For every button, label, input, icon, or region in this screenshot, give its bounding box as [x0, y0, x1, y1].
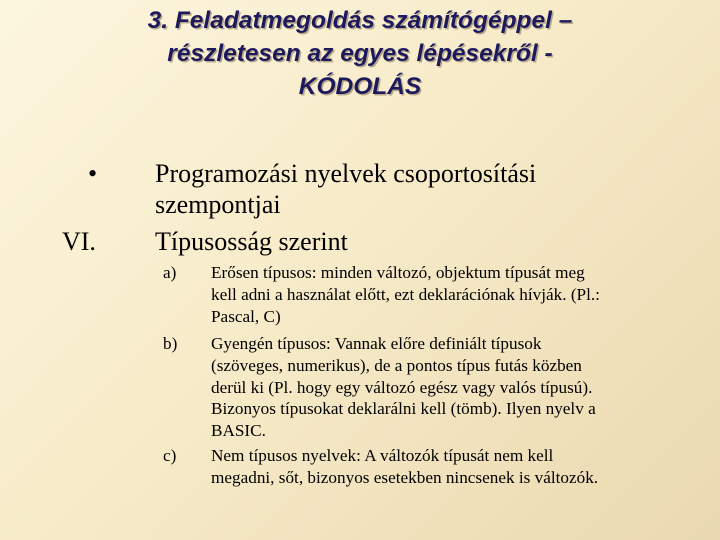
subitem-marker: a) [163, 263, 177, 282]
bullet-text: Programozási nyelvek csoportosítási szempontjai [155, 159, 537, 219]
section-heading: Típusosság szerint [155, 227, 348, 256]
subitem-marker: c) [163, 446, 177, 465]
subitem-marker: b) [163, 334, 178, 353]
bullet-marker: • [88, 159, 98, 188]
subitem-text: Erősen típusos: minden változó, objektum típusát meg kell adni a használat előtt, ezt deklarációnak hívják. (Pl.: Pascal, C) [211, 263, 600, 326]
subitem-text: Gyengén típusos: Vannak előre definiált típusok (szöveges, numerikus), de a pontos típus futás közben derül ki (Pl. hogy egy változó egész vagy valós típusú). Bizonyos típusokat deklarálni kell (tömb). Ilyen nyelv a BASIC. [211, 334, 596, 441]
title-line: KÓDOLÁS [298, 73, 422, 100]
slide-title [0, 4, 720, 103]
title-line: részletesen az egyes lépésekről - [167, 40, 553, 67]
subitem-text: Nem típusos nyelvek: A változók típusát nem kell megadni, sőt, bizonyos esetekben nincsenek is változók. [211, 446, 599, 487]
title-line: 3. Feladatmegoldás számítógéppel – [147, 7, 573, 34]
section-marker: VI. [62, 227, 96, 256]
